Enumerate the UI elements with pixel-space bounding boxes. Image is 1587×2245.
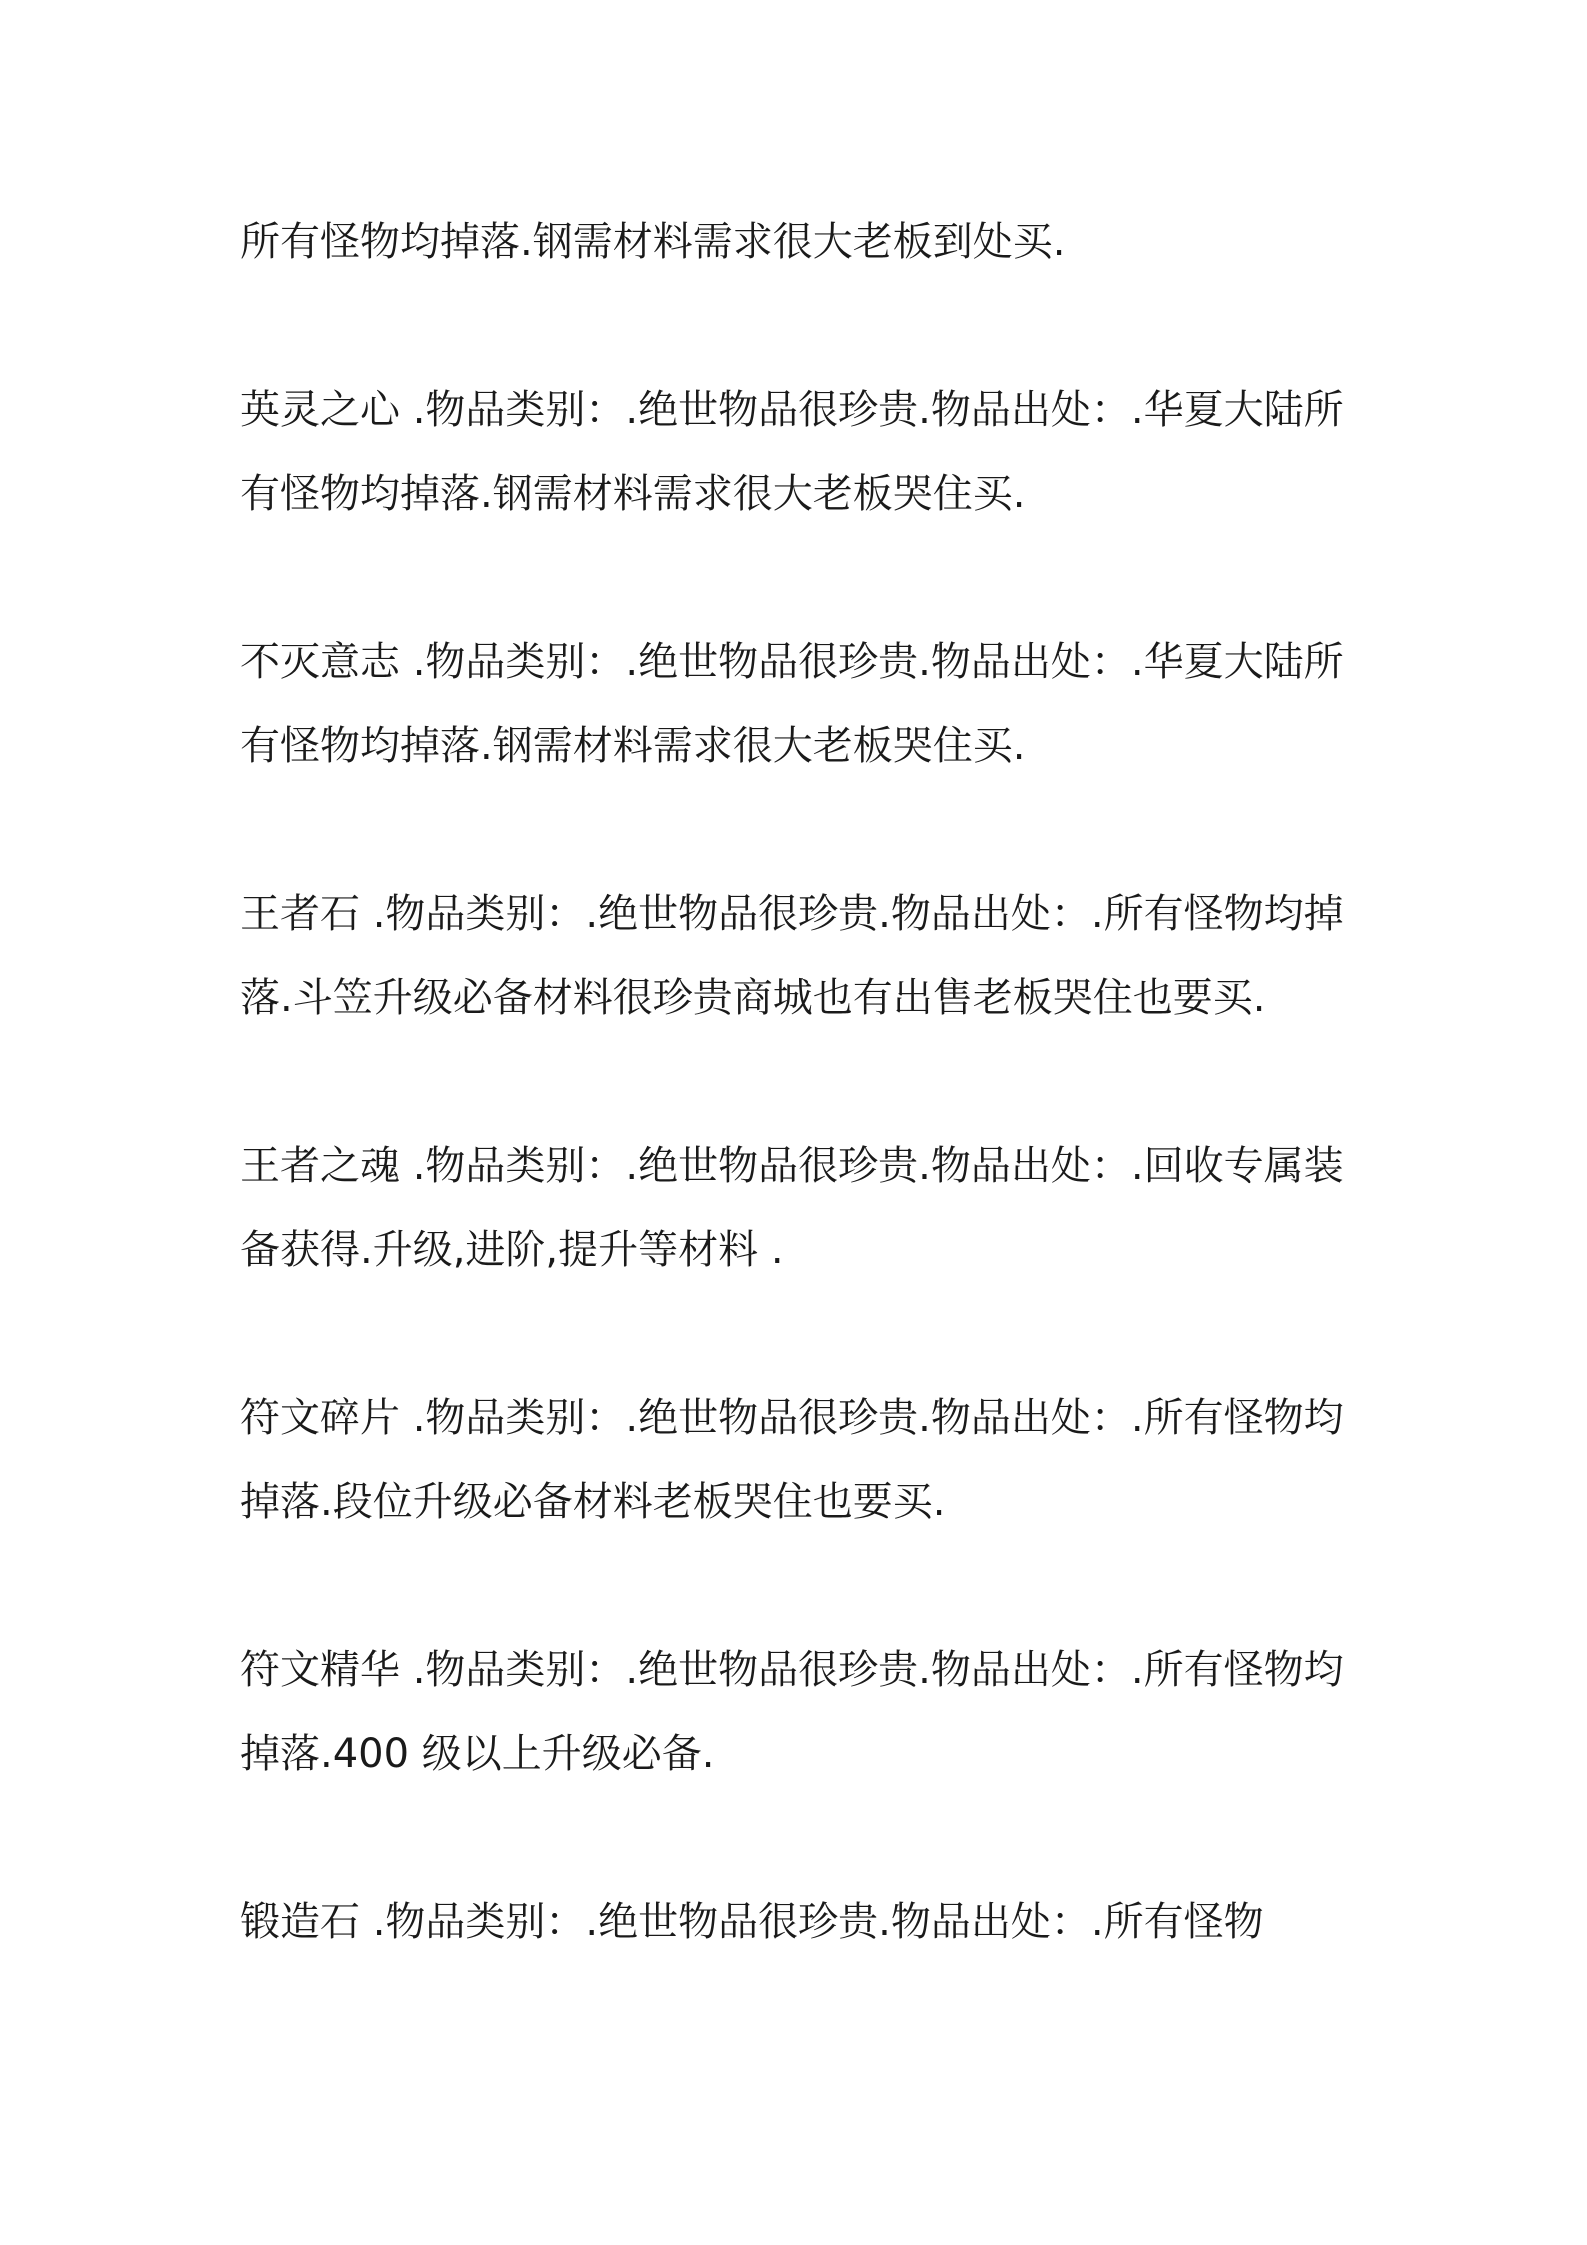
paragraph: 符文精华 .物品类别：.绝世物品很珍贵.物品出处：.所有怪物均掉落.400 级以上升级必备. (240, 1647, 1344, 1777)
paragraph: 王者石 .物品类别：.绝世物品很珍贵.物品出处：.所有怪物均掉落.斗笠升级必备材料很珍贵商城也有出售老板哭住也要买. (240, 891, 1344, 1021)
paragraph: 符文碎片 .物品类别：.绝世物品很珍贵.物品出处：.所有怪物均掉落.段位升级必备材料老板哭住也要买. (240, 1395, 1344, 1525)
paragraph: 英灵之心 .物品类别：.绝世物品很珍贵.物品出处：.华夏大陆所有怪物均掉落.钢需材料需求很大老板哭住买. (240, 387, 1344, 517)
paragraph: 锻造石 .物品类别：.绝世物品很珍贵.物品出处：.所有怪物 (240, 1899, 1264, 1945)
paragraph: 所有怪物均掉落.钢需材料需求很大老板到处买. (240, 219, 1066, 265)
document-body (240, 200, 1360, 2048)
paragraph: 不灭意志 .物品类别：.绝世物品很珍贵.物品出处：.华夏大陆所有怪物均掉落.钢需材料需求很大老板哭住买. (240, 639, 1344, 769)
paragraph: 王者之魂 .物品类别：.绝世物品很珍贵.物品出处：.回收专属装备获得.升级,进阶,提升等材料 . (240, 1143, 1344, 1273)
